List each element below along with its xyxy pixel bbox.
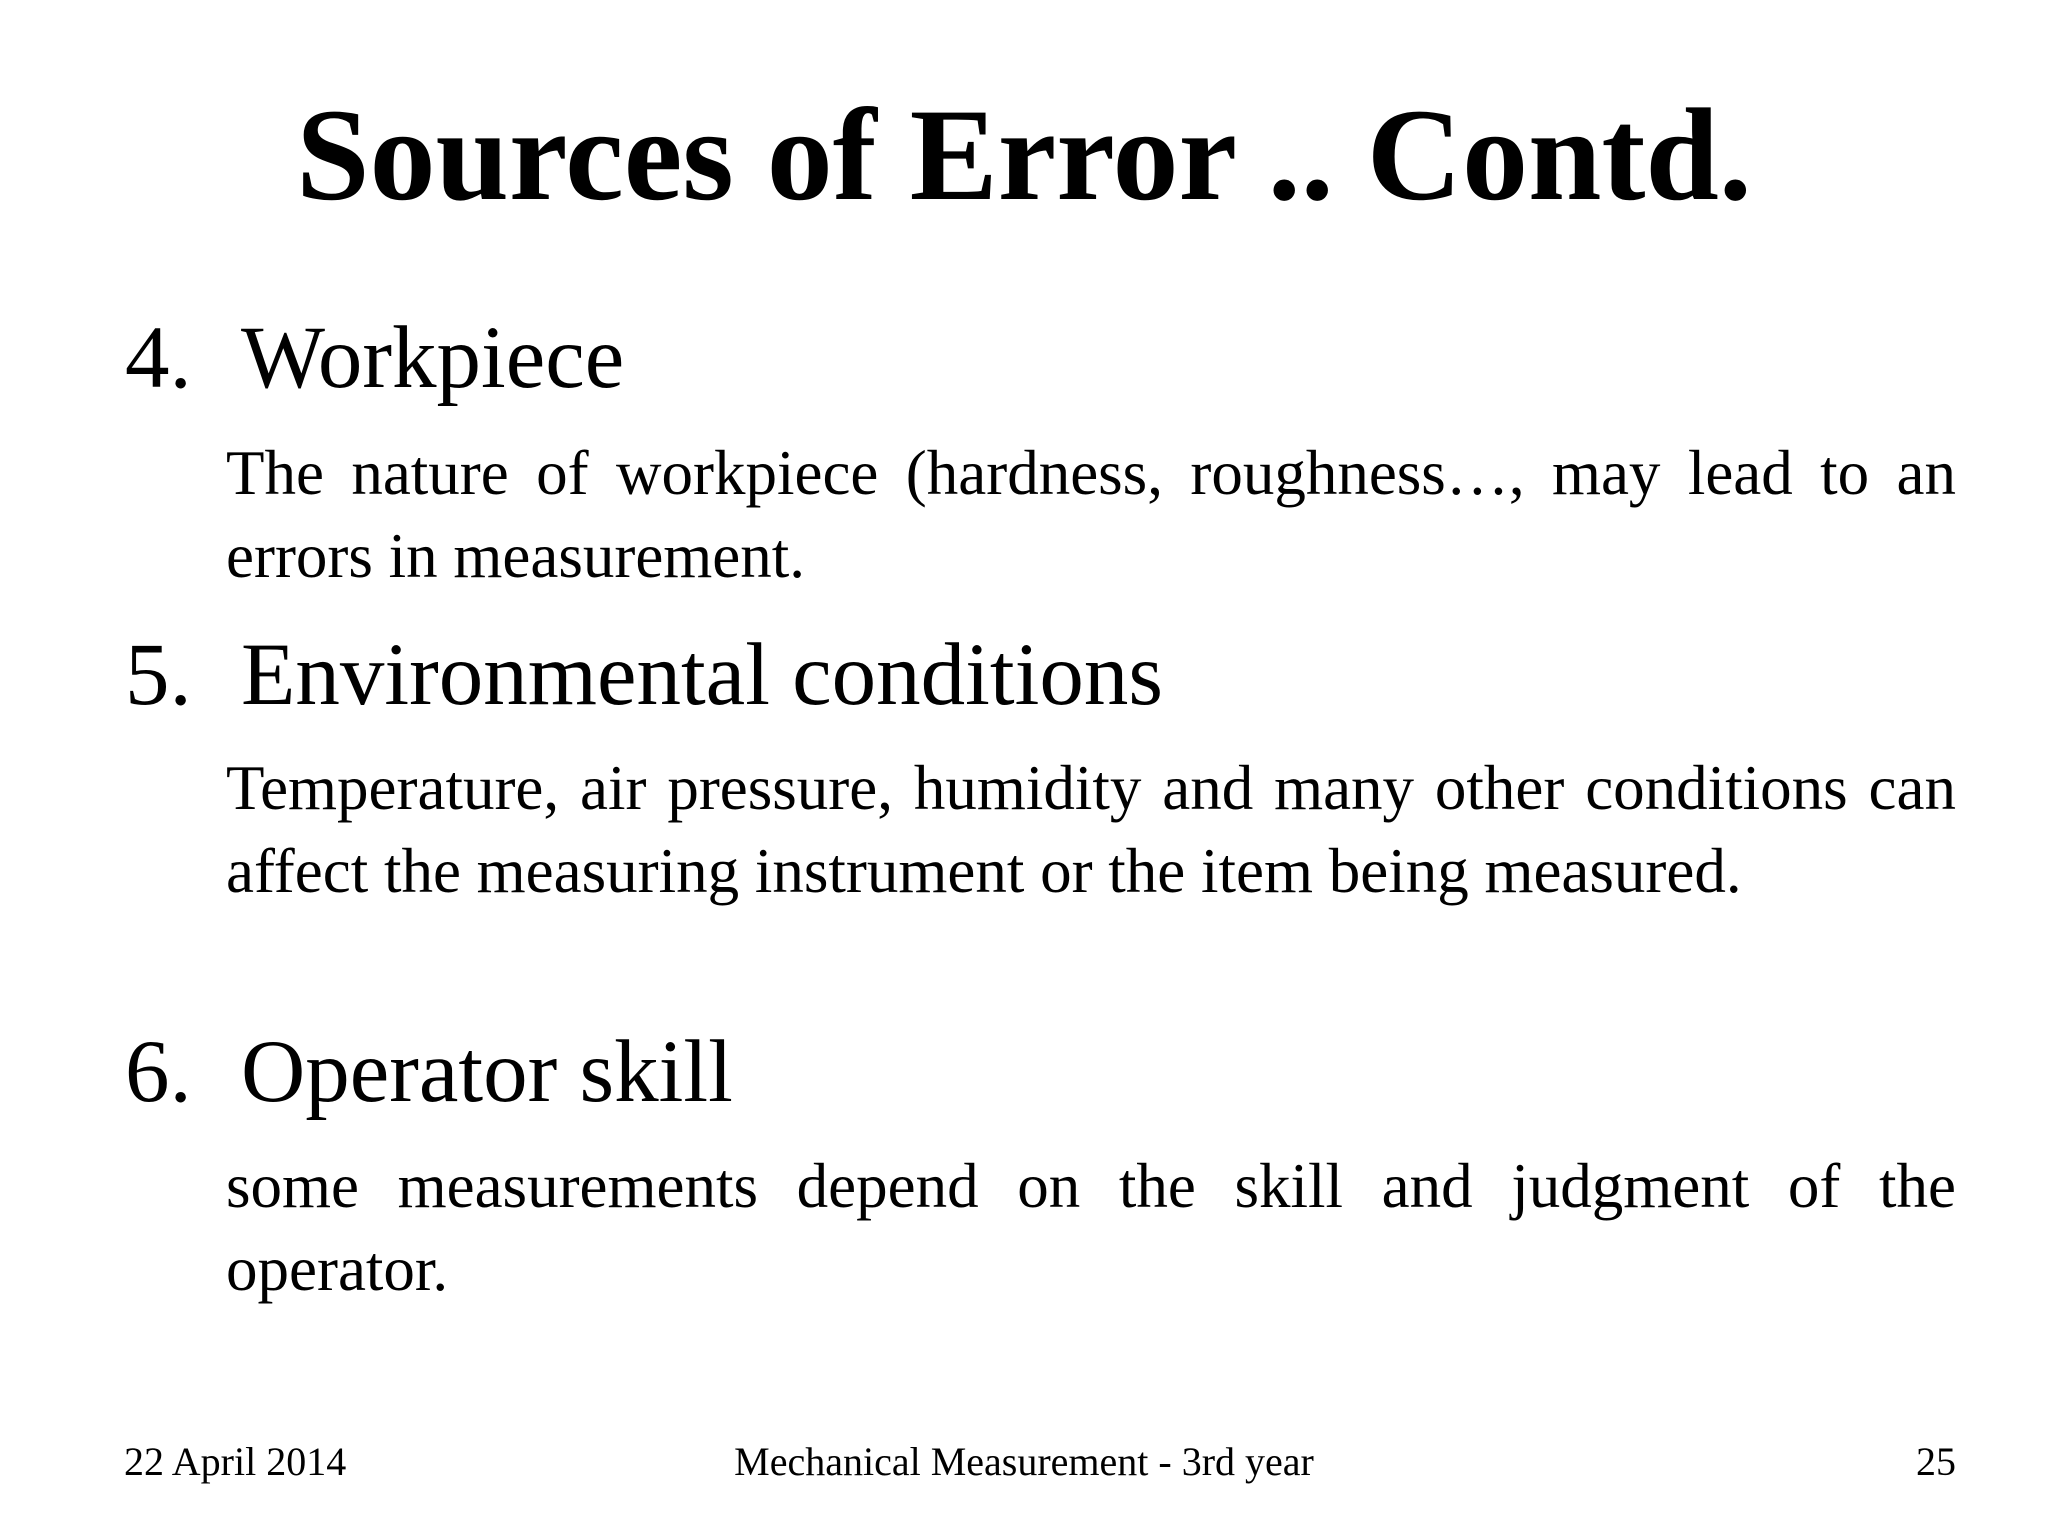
item-number: 6. <box>125 1023 192 1121</box>
item-number: 5. <box>125 626 192 724</box>
footer-date: 22 April 2014 <box>124 1439 347 1484</box>
item-heading-label: Environmental conditions <box>241 626 1163 724</box>
item-heading-label: Workpiece <box>241 309 625 407</box>
footer-page-number: 25 <box>1916 1439 1956 1484</box>
footer-course-name: Mechanical Measurement - 3rd year <box>734 1439 1314 1484</box>
item-number: 4. <box>125 309 192 407</box>
item-description: Temperature, air pressure, humidity and many other conditions can affect the measuring instrument or the item being measured. <box>226 753 1956 906</box>
item-heading-label: Operator skill <box>241 1023 733 1121</box>
item-description: some measurements depend on the skill and judgment of the operator. <box>226 1151 1956 1304</box>
item-description: The nature of workpiece (hardness, roughness…, may lead to an errors in measurement. <box>226 438 1956 591</box>
slide-title: Sources of Error .. Contd. <box>296 81 1752 228</box>
